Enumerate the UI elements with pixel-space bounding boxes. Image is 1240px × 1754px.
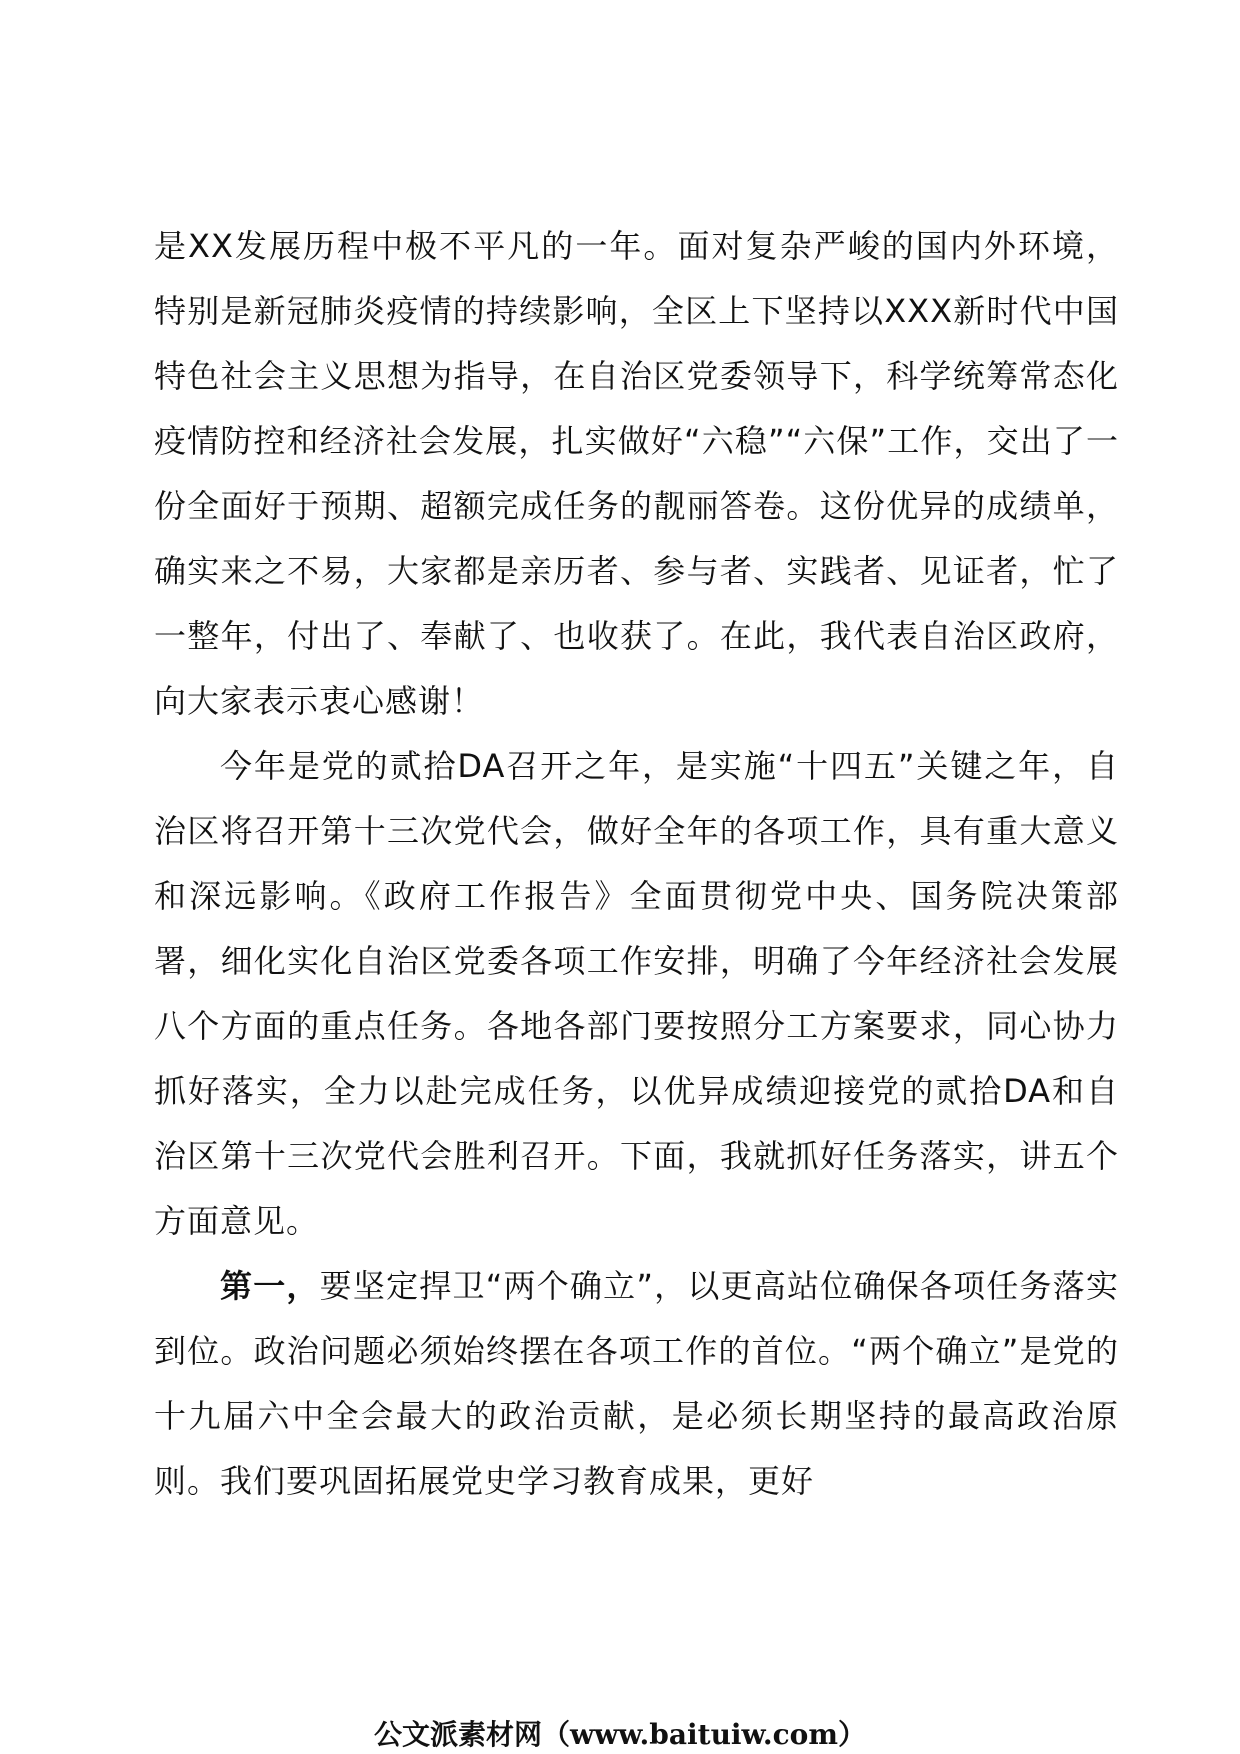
point-text: 以更高站位确保各项任务落实到位。政治问题必须始终摆在各项工作的首位。“两个确立”是党的十九届六中全会最大的政治贡献，是必须长期坚持的最高政治原则。我们要巩固拓展党史学习教育成果，更好 xyxy=(154,1267,1119,1500)
paragraph-this-year: 今年是党的贰拾DA召开之年，是实施“十四五”关键之年，自治区将召开第十三次党代会，做好全年的各项工作，具有重大意义和深远影响。《政府工作报告》全面贯彻党中央、国务院决策部署，细化实化自治区党委各项工作安排，明确了今年经济社会发展八个方面的重点任务。各地各部门要按照分工方案要求，同心协力抓好落实，全力以赴完成任务，以优异成绩迎接党的贰拾DA和自治区第十三次党代会胜利召开。下面，我就抓好任务落实，讲五个方面意见。 xyxy=(154,747,1119,1240)
paragraph-continuation: 是XX发展历程中极不平凡的一年。面对复杂严峻的国内外环境，特别是新冠肺炎疫情的持续影响，全区上下坚持以XXX新时代中国特色社会主义思想为指导，在自治区党委领导下，科学统筹常态化疫情防控和经济社会发展，扎实做好“六稳”“六保”工作，交出了一份全面好于预期、超额完成任务的靓丽答卷。这份优异的成绩单，确实来之不易，大家都是亲历者、参与者、实践者、见证者，忙了一整年，付出了、奉献了、也收获了。在此，我代表自治区政府，向大家表示衷心感谢！ xyxy=(154,227,1119,720)
paragraph-first-point xyxy=(154,1254,1119,1514)
document-body xyxy=(154,214,1119,1514)
point-lead: 第一， xyxy=(220,1267,320,1305)
point-heading: 要坚定捍卫“两个确立”， xyxy=(319,1267,688,1305)
footer-watermark: 公文派素材网（www.baituiw.com） xyxy=(374,1718,866,1751)
